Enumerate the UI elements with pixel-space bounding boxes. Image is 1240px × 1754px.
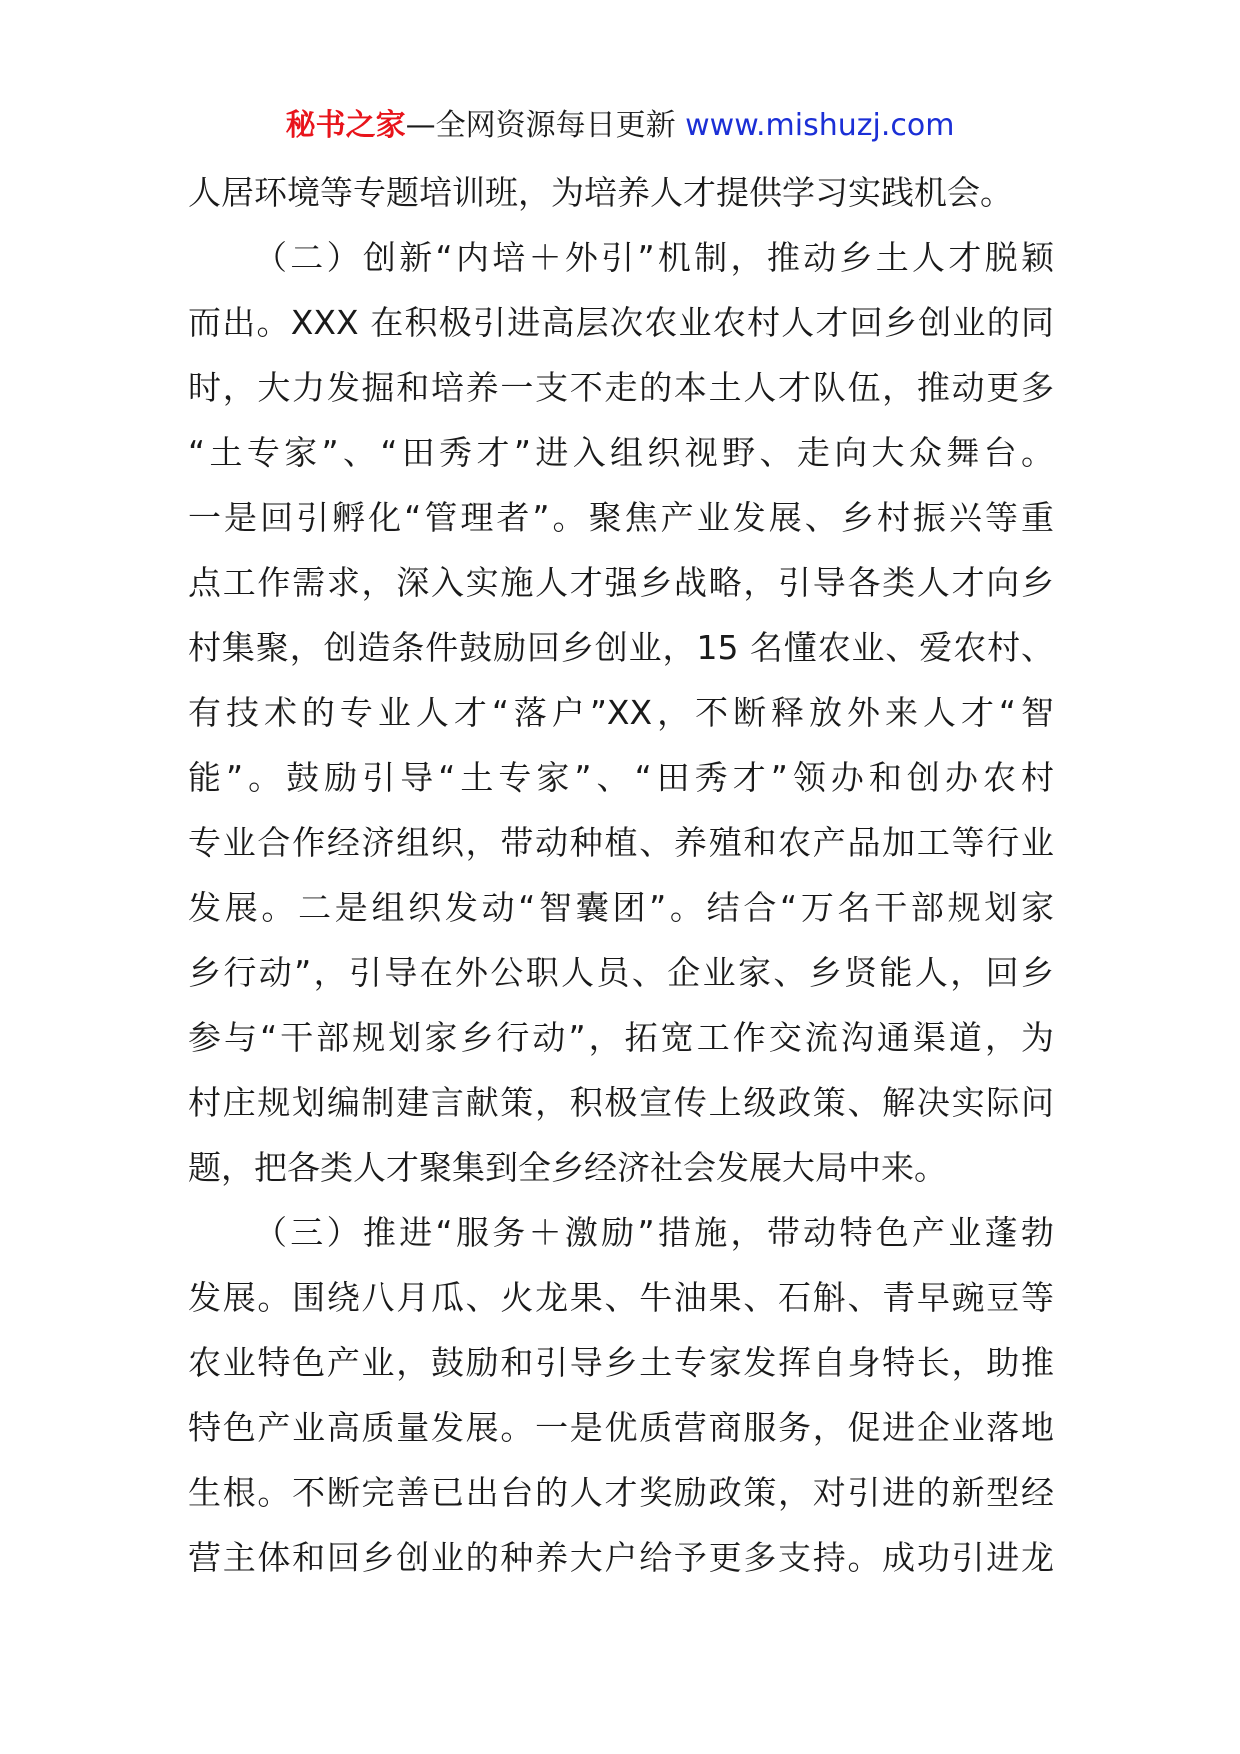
text-line: 一是回引孵化“管理者”。聚焦产业发展、乡村振兴等重 bbox=[188, 498, 1054, 537]
text-line: 村庄规划编制建言献策，积极宣传上级政策、解决实际问 bbox=[188, 1083, 1054, 1122]
text-line: 参与“干部规划家乡行动”，拓宽工作交流沟通渠道，为 bbox=[188, 1018, 1054, 1057]
text-line: 乡行动”，引导在外公职人员、企业家、乡贤能人，回乡 bbox=[188, 953, 1054, 992]
text-line: 专业合作经济组织，带动种植、养殖和农产品加工等行业 bbox=[188, 823, 1054, 862]
section-heading-line: （三）推进“服务＋激励”措施，带动特色产业蓬勃 bbox=[254, 1213, 1054, 1252]
text-line: 能”。鼓励引导“土专家”、“田秀才”领办和创办农村 bbox=[188, 758, 1054, 797]
text-line: 而出。XXX 在积极引进高层次农业农村人才回乡创业的同 bbox=[188, 303, 1054, 342]
text-line: 发展。围绕八月瓜、火龙果、牛油果、石斛、青早豌豆等 bbox=[188, 1278, 1054, 1317]
text-line: 生根。不断完善已出台的人才奖励政策，对引进的新型经 bbox=[188, 1473, 1054, 1512]
site-brand: 秘书之家 bbox=[285, 108, 406, 143]
text-line: 特色产业高质量发展。一是优质营商服务，促进企业落地 bbox=[188, 1408, 1054, 1447]
site-url[interactable]: www.mishuzj.com bbox=[685, 108, 955, 143]
text-line: 有技术的专业人才“落户”XX，不断释放外来人才“智 bbox=[188, 693, 1054, 732]
text-line: “土专家”、“田秀才”进入组织视野、走向大众舞台。 bbox=[188, 433, 1054, 472]
text-line: 题，把各类人才聚集到全乡经济社会发展大局中来。 bbox=[188, 1148, 947, 1187]
text-line: 营主体和回乡创业的种养大户给予更多支持。成功引进龙 bbox=[188, 1538, 1054, 1577]
page-header bbox=[0, 104, 1240, 148]
text-line: 人居环境等专题培训班，为培养人才提供学习实践机会。 bbox=[188, 173, 1013, 212]
document-body bbox=[188, 160, 1054, 1590]
text-line: 时，大力发掘和培养一支不走的本土人才队伍，推动更多 bbox=[188, 368, 1054, 407]
text-line: 村集聚，创造条件鼓励回乡创业，15 名懂农业、爱农村、 bbox=[188, 628, 1054, 667]
text-line: 点工作需求，深入实施人才强乡战略，引导各类人才向乡 bbox=[188, 563, 1054, 602]
text-line: 农业特色产业，鼓励和引导乡土专家发挥自身特长，助推 bbox=[188, 1343, 1054, 1382]
text-line: 发展。二是组织发动“智囊团”。结合“万名干部规划家 bbox=[188, 888, 1054, 927]
section-heading-line: （二）创新“内培＋外引”机制，推动乡土人才脱颖 bbox=[254, 238, 1054, 277]
site-tagline: —全网资源每日更新 bbox=[405, 108, 676, 143]
